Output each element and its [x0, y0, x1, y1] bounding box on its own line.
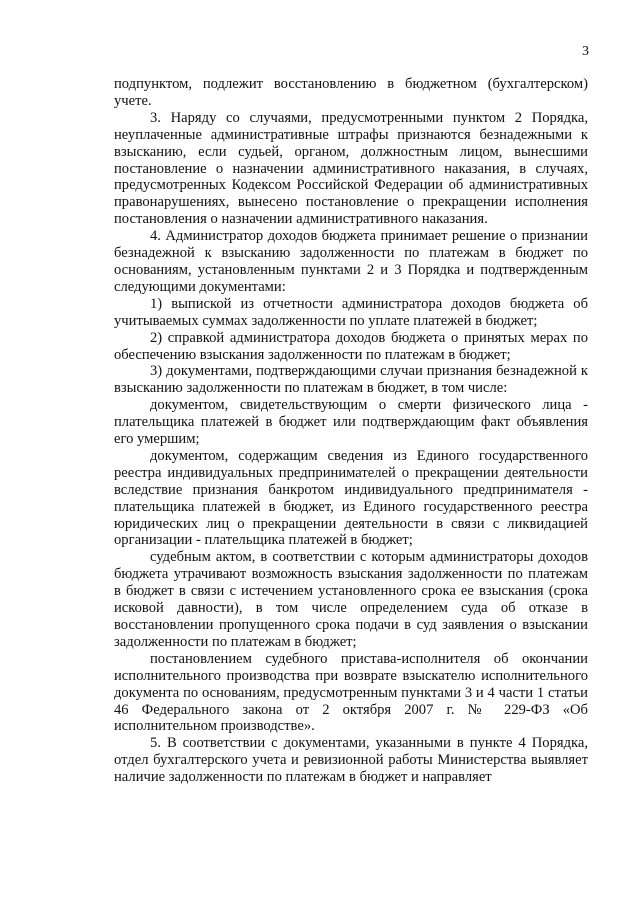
paragraph-item-5: 5. В соответствии с документами, указанными в пункте 4 Порядка, отдел бухгалтерского учета и ревизионной работы Министерства выявляет наличие задолженности по платежам в бюджет и направляет	[114, 735, 588, 786]
paragraph-subitem-2: 2) справкой администратора доходов бюджета о принятых мерах по обеспечению взыскания задолженности по платежам в бюджет;	[114, 329, 588, 363]
paragraph-court-act: судебным актом, в соответствии с которым администраторы доходов бюджета утрачивают возможность взыскания задолженности по платежам в бюджет в связи с истечением установленного срока ее взыскания (срока исковой давности), в том числе определением суда об отказе в восстановлении пропущенного срока подачи в суд заявления о взыскании задолженности по платежам в бюджет;	[114, 549, 588, 650]
paragraph-continuation: подпунктом, подлежит восстановлению в бюджетном (бухгалтерском) учете.	[114, 76, 588, 109]
paragraph-subitem-3: 3) документами, подтверждающими случаи признания безнадежной к взысканию задолженности по платежам в бюджет, в том числе:	[114, 363, 588, 397]
paragraph-bailiff-decision: постановлением судебного пристава-исполнителя об окончании исполнительного производства при возврате взыскателю исполнительного документа по основаниям, предусмотренным пунктами 3 и 4 части 1 статьи 46 Федерального закона от 2 октября 2007 г. № 229-ФЗ «Об исполнительном производстве».	[114, 650, 588, 735]
paragraph-document-death: документом, свидетельствующим о смерти физического лица - плательщика платежей в бюджет или подтверждающим факт объявления его умершим;	[114, 397, 588, 448]
paragraph-subitem-1: 1) выпиской из отчетности администратора доходов бюджета об учитываемых суммах задолженности по уплате платежей в бюджет;	[114, 295, 588, 329]
paragraph-document-registry: документом, содержащим сведения из Единого государственного реестра индивидуальных предпринимателей о прекращении деятельности вследствие признания банкротом индивидуального предпринимателя - плательщика платежей в бюджет, из Единого государственного реестра юридических лиц о прекращении деятельности в связи с ликвидацией организации - плательщика платежей в бюджет;	[114, 447, 588, 549]
page-number: 3	[582, 44, 589, 59]
document-body	[114, 76, 588, 786]
paragraph-item-4: 4. Администратор доходов бюджета принимает решение о признании безнадежной к взысканию задолженности по платежам в бюджет по основаниям, установленным пунктами 2 и 3 Порядка и подтвержденным следующими документами:	[114, 228, 588, 295]
paragraph-item-3: 3. Наряду со случаями, предусмотренными пунктом 2 Порядка, неуплаченные административные штрафы признаются безнадежными к взысканию, если судьей, органом, должностным лицом, вынесшими постановление о назначении административного наказания, в случаях, предусмотренных Кодексом Российской Федерации об административных правонарушениях, вынесено постановление о прекращении исполнения постановления о назначении административного наказания.	[114, 109, 588, 228]
